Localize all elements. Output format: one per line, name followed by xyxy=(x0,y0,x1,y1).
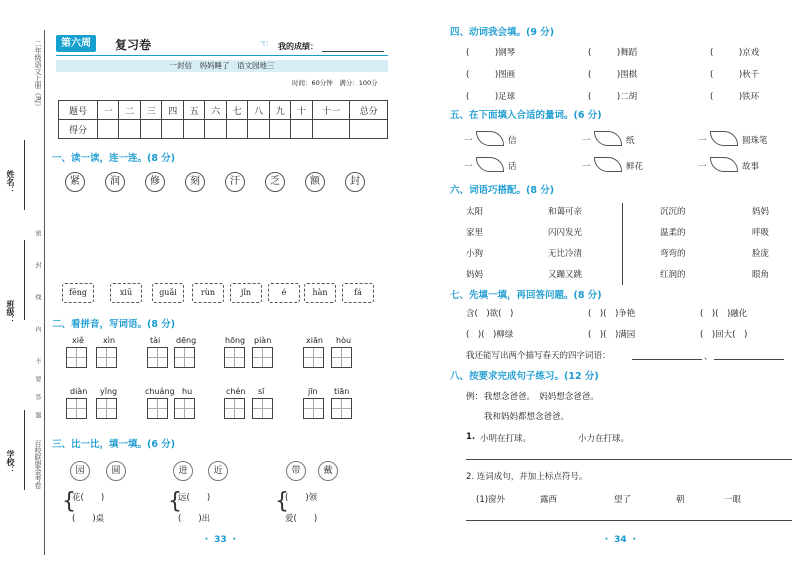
divider xyxy=(622,203,623,285)
writing-grid[interactable] xyxy=(303,398,324,419)
match-word[interactable]: 又蹦又跳 xyxy=(548,270,583,280)
measure-prefix: 一 xyxy=(698,162,707,172)
char-apple[interactable] xyxy=(303,168,327,192)
writing-grid[interactable] xyxy=(174,398,195,419)
score-cell[interactable] xyxy=(312,120,350,139)
score-table-header-row xyxy=(59,101,388,120)
char-text: 乏 xyxy=(265,172,285,192)
measure-noun: 信 xyxy=(508,136,517,146)
compare-char: 近 xyxy=(208,461,228,481)
word-item: (1)窗外 xyxy=(476,495,506,505)
score-cell[interactable] xyxy=(119,120,140,139)
pinyin-label: xiān xyxy=(306,336,323,345)
leaf-blank[interactable] xyxy=(476,157,504,172)
table-cell: 十一 xyxy=(312,101,350,120)
score-label: 我的成绩： xyxy=(278,42,318,51)
char-text: 汗 xyxy=(225,172,245,192)
section-7-title: 七、先填一填，再回答问题。(8 分) xyxy=(450,290,602,301)
table-cell: 四 xyxy=(162,101,183,120)
pinyin-label: tiān xyxy=(334,387,350,396)
match-word[interactable]: 和蔼可亲 xyxy=(548,207,583,217)
match-word[interactable]: 眼角 xyxy=(752,270,770,280)
char-text: 额 xyxy=(305,172,325,192)
fill-blank[interactable]: 花( ) xyxy=(72,493,105,503)
table-cell: 一 xyxy=(98,101,119,120)
page-title: 复习卷 xyxy=(115,38,152,52)
score-cell[interactable] xyxy=(162,120,183,139)
writing-grid[interactable] xyxy=(331,398,352,419)
pinyin-label: xiě xyxy=(72,336,84,345)
pinyin-card[interactable]: fá xyxy=(342,283,374,303)
pinyin-card[interactable]: rùn xyxy=(192,283,224,303)
score-cell[interactable] xyxy=(140,120,161,139)
leaf-blank[interactable] xyxy=(710,131,738,146)
leaf-blank[interactable] xyxy=(594,157,622,172)
score-cell[interactable] xyxy=(291,120,312,139)
pinyin-card[interactable]: hàn xyxy=(304,283,336,303)
writing-grid[interactable] xyxy=(303,347,324,368)
measure-prefix: 一 xyxy=(582,162,591,172)
verb-item[interactable]: ( )秋千 xyxy=(710,70,760,80)
writing-grid[interactable] xyxy=(252,398,273,419)
q1-sentence-b: 小力在打球。 xyxy=(578,434,630,444)
answer-line[interactable] xyxy=(714,359,784,360)
pinyin-label: xìn xyxy=(103,336,116,345)
time-info: 时间：60分钟 满分：100分 xyxy=(292,79,378,87)
score-cell[interactable] xyxy=(205,120,226,139)
char-apple[interactable] xyxy=(183,168,207,192)
section-2-title: 二、看拼音，写词语。(8 分) xyxy=(52,319,176,330)
compare-char: 园 xyxy=(70,461,90,481)
writing-grid[interactable] xyxy=(331,347,352,368)
writing-grid[interactable] xyxy=(224,347,245,368)
section-4-title: 四、动词我会填。(9 分) xyxy=(450,27,555,38)
match-word[interactable]: 妈妈 xyxy=(752,207,770,217)
fill-blank[interactable]: ( )领 xyxy=(285,493,318,503)
match-word[interactable]: 弯弯的 xyxy=(660,249,686,259)
verb-item[interactable]: ( )舞蹈 xyxy=(588,48,638,58)
page-number: ・ 34 ・ xyxy=(602,535,639,545)
brace-icon: { xyxy=(62,489,76,514)
char-text: 刻 xyxy=(185,172,205,192)
verb-item[interactable]: ( )铁环 xyxy=(710,92,760,102)
answer-line[interactable] xyxy=(632,359,702,360)
writing-grid[interactable] xyxy=(96,347,117,368)
pinyin-label: hòu xyxy=(336,336,352,345)
compare-char: 进 xyxy=(173,461,193,481)
lesson-subtitle: 一封信 妈妈睡了 语文园地三 xyxy=(56,60,388,72)
idiom-blank[interactable]: ( )( )争艳 xyxy=(588,309,636,319)
measure-noun: 鲜花 xyxy=(626,162,644,172)
seal-char: 密 xyxy=(34,230,41,236)
match-word[interactable]: 沉沉的 xyxy=(660,207,686,217)
score-cell[interactable] xyxy=(248,120,269,139)
margin-grade-text: 二年级语文上册（RJ） xyxy=(34,40,42,110)
pinyin-label: hu xyxy=(182,387,193,396)
seal-char: 线 xyxy=(34,294,41,300)
char-apple[interactable] xyxy=(263,168,287,192)
pinyin-label: diàn xyxy=(70,387,88,396)
match-word[interactable]: 温柔的 xyxy=(660,228,686,238)
header-rule xyxy=(56,55,388,56)
match-word[interactable]: 太阳 xyxy=(466,207,484,217)
measure-prefix: 一 xyxy=(698,136,707,146)
fill-blank[interactable]: ( )桌 xyxy=(72,514,105,524)
table-cell: 三 xyxy=(140,101,161,120)
verb-item[interactable]: ( )钢琴 xyxy=(466,48,516,58)
char-text: 修 xyxy=(145,172,165,192)
table-cell: 题号 xyxy=(59,101,98,120)
score-table xyxy=(58,100,388,139)
example-sentence: 我想念爸爸。 妈妈想念爸爸。 xyxy=(484,392,599,402)
char-apple[interactable] xyxy=(143,168,167,192)
section-8-title: 八、按要求完成句子练习。(12 分) xyxy=(450,371,599,382)
verb-item[interactable]: ( )图画 xyxy=(466,70,516,80)
pinyin-label: sī xyxy=(258,387,265,396)
score-cell[interactable] xyxy=(98,120,119,139)
leaf-blank[interactable] xyxy=(476,131,504,146)
idiom-blank[interactable]: ( )( )融化 xyxy=(700,309,748,319)
margin-border-line xyxy=(44,30,45,555)
brace-icon: { xyxy=(275,489,289,514)
q1-sentence-a: 小明在打球。 xyxy=(480,434,532,444)
writing-grid[interactable] xyxy=(66,398,87,419)
idiom-blank[interactable]: ( )( )满园 xyxy=(588,330,636,340)
pinyin-card[interactable]: xiū xyxy=(110,283,142,303)
table-cell: 六 xyxy=(205,101,226,120)
compare-char: 带 xyxy=(286,461,306,481)
verb-item[interactable]: ( )围棋 xyxy=(588,70,638,80)
score-cell[interactable] xyxy=(226,120,247,139)
table-cell: 七 xyxy=(226,101,247,120)
class-label: 班级： xyxy=(6,300,15,324)
table-cell: 十 xyxy=(291,101,312,120)
section-5-title: 五、在下面填入合适的量词。(6 分) xyxy=(450,110,602,121)
pinyin-label: jīn xyxy=(308,387,318,396)
brace-icon: { xyxy=(168,489,182,514)
section-6-title: 六、词语巧搭配。(8 分) xyxy=(450,185,555,196)
pinyin-label: dēng xyxy=(176,336,197,345)
measure-prefix: 一 xyxy=(464,162,473,172)
example-label: 例： xyxy=(466,392,484,402)
example-sentence: 我和妈妈都想念爸爸。 xyxy=(484,412,570,422)
compare-char: 戴 xyxy=(318,461,338,481)
pinyin-card[interactable]: é xyxy=(268,283,300,303)
measure-noun: 故事 xyxy=(742,162,760,172)
match-word[interactable]: 红润的 xyxy=(660,270,686,280)
pinyin-label: chén xyxy=(226,387,246,396)
score-table-score-row xyxy=(59,120,388,139)
writing-grid[interactable] xyxy=(174,347,195,368)
name-field[interactable] xyxy=(24,140,25,210)
section-1-title: 一、读一读，连一连。(8 分) xyxy=(52,153,176,164)
measure-prefix: 一 xyxy=(464,136,473,146)
writing-grid[interactable] xyxy=(147,398,168,419)
q2-instruction: 2. 连词成句，并加上标点符号。 xyxy=(466,472,588,482)
table-cell: 九 xyxy=(269,101,290,120)
table-cell: 八 xyxy=(248,101,269,120)
table-cell: 得分 xyxy=(59,120,98,139)
idiom-blank[interactable]: 含( )欲( ) xyxy=(466,309,514,319)
char-apple[interactable] xyxy=(103,168,127,192)
seal-char: 要 xyxy=(34,376,41,382)
school-label: 学校： xyxy=(6,450,15,474)
pinyin-label: piàn xyxy=(254,336,272,345)
separator: 、 xyxy=(704,352,713,362)
seal-char: 题 xyxy=(34,412,41,418)
match-word[interactable]: 脸庞 xyxy=(752,249,770,259)
char-text: 封 xyxy=(345,172,365,192)
writing-grid[interactable] xyxy=(147,347,168,368)
table-cell: 二 xyxy=(119,101,140,120)
spring-question: 我还能写出两个描写春天的四字词语： xyxy=(466,351,611,361)
idiom-blank[interactable]: ( )回大( ) xyxy=(700,330,748,340)
seal-char: 内 xyxy=(34,326,41,332)
name-label: 姓名： xyxy=(6,170,15,194)
pinyin-card[interactable]: fēng xyxy=(62,283,94,303)
measure-noun: 圆珠笔 xyxy=(742,136,768,146)
fill-blank[interactable]: 爱( ) xyxy=(285,514,318,524)
score-cell[interactable] xyxy=(183,120,204,139)
writing-grid[interactable] xyxy=(66,347,87,368)
word-item: 一眼 xyxy=(724,495,742,505)
verb-item[interactable]: ( )京戏 xyxy=(710,48,760,58)
match-word[interactable]: 闪闪发光 xyxy=(548,228,583,238)
week-badge: 第六周 xyxy=(56,35,96,52)
pinyin-label: hōng xyxy=(225,336,246,345)
idiom-blank[interactable]: ( )( )柳绿 xyxy=(466,330,514,340)
verb-item[interactable]: ( )二胡 xyxy=(588,92,638,102)
seal-char: 不 xyxy=(34,358,41,364)
seal-char: 封 xyxy=(34,262,41,268)
answer-line[interactable] xyxy=(466,459,792,460)
match-word[interactable]: 小狗 xyxy=(466,249,484,259)
char-apple[interactable] xyxy=(223,168,247,192)
page-number: ・ 33 ・ xyxy=(202,535,239,545)
match-word[interactable]: 无比冷清 xyxy=(548,249,583,259)
char-apple[interactable] xyxy=(343,168,367,192)
verb-item[interactable]: ( )足球 xyxy=(466,92,516,102)
writing-grid[interactable] xyxy=(252,347,273,368)
measure-noun: 纸 xyxy=(626,136,635,146)
table-cell: 五 xyxy=(183,101,204,120)
pinyin-label: tài xyxy=(150,336,161,345)
seal-char: 答 xyxy=(34,394,41,400)
pinyin-label: yǐng xyxy=(100,387,118,396)
score-cell[interactable] xyxy=(269,120,290,139)
match-word[interactable]: 妈妈 xyxy=(466,270,484,280)
char-apple[interactable] xyxy=(63,168,87,192)
pinyin-card[interactable]: guǎi xyxy=(152,283,184,303)
match-word[interactable]: 呼吸 xyxy=(752,228,770,238)
fill-blank[interactable]: ( )出 xyxy=(178,514,211,524)
school-field[interactable] xyxy=(24,410,25,490)
char-text: 紧 xyxy=(65,172,85,192)
table-cell: 总分 xyxy=(350,101,388,120)
score-cell[interactable] xyxy=(350,120,388,139)
measure-noun: 话 xyxy=(508,162,517,172)
cursor-icon: ☜ xyxy=(260,39,269,50)
compare-char: 圆 xyxy=(106,461,126,481)
pinyin-card[interactable]: jǐn xyxy=(230,283,262,303)
match-word[interactable]: 家里 xyxy=(466,228,484,238)
margin-brand-text: 百校联盟金考卷 xyxy=(34,440,42,489)
word-item: 望了 xyxy=(614,495,632,505)
class-field[interactable] xyxy=(24,240,25,320)
measure-prefix: 一 xyxy=(582,136,591,146)
section-3-title: 三、比一比，填一填。(6 分) xyxy=(52,439,176,450)
answer-line[interactable] xyxy=(466,520,792,521)
pinyin-label: chuáng xyxy=(145,387,175,396)
writing-grid[interactable] xyxy=(224,398,245,419)
word-item: 露西 xyxy=(540,495,558,505)
word-item: 朝 xyxy=(676,495,685,505)
char-text: 润 xyxy=(105,172,125,192)
fill-blank[interactable]: 远( ) xyxy=(178,493,211,503)
leaf-blank[interactable] xyxy=(710,157,738,172)
leaf-blank[interactable] xyxy=(594,131,622,146)
right-page xyxy=(400,0,800,566)
question-number: 1. xyxy=(466,432,476,442)
score-input-line[interactable] xyxy=(322,51,384,52)
writing-grid[interactable] xyxy=(96,398,117,419)
